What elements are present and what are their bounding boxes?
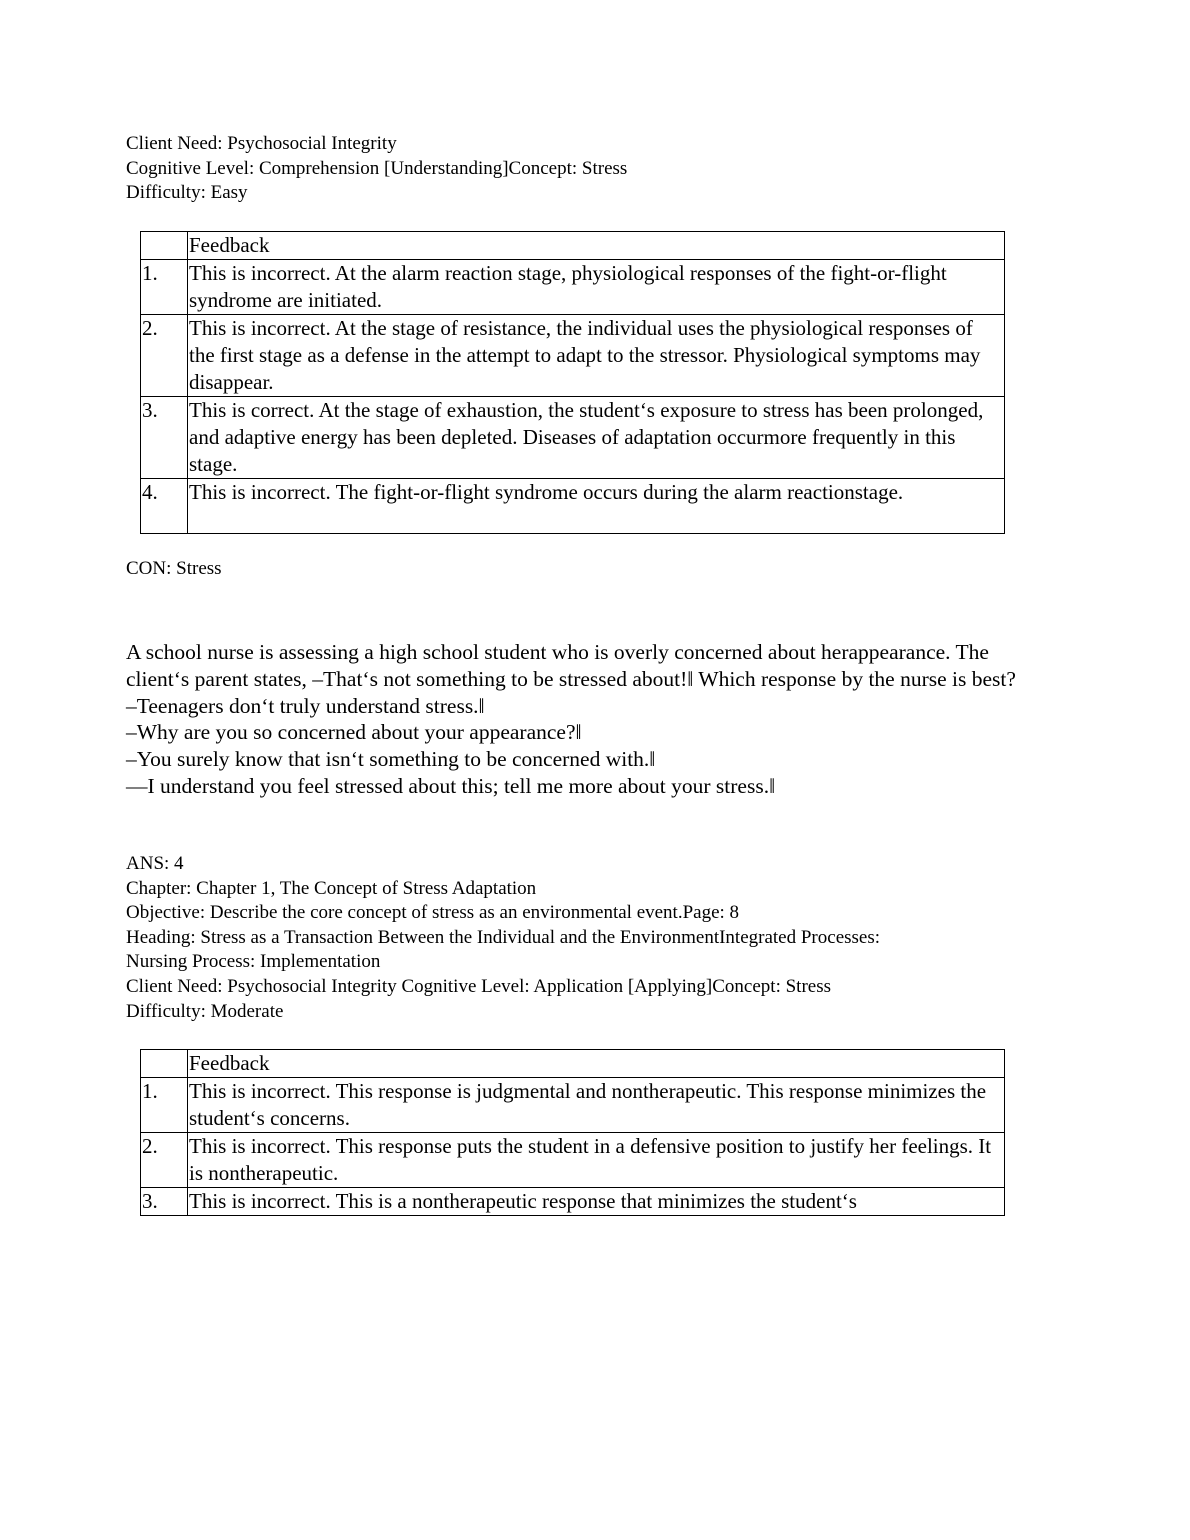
meta-line: Difficulty: Moderate — [126, 1000, 284, 1022]
question-stem: A school nurse is assessing a high school student who is overly concerned about herappearance. The client‘s parent states, ‒That‘s not something to be stressed about!‖ Which response by the nurse is best? — [126, 640, 1016, 691]
answer-option: ‒You surely know that isn‘t something to be concerned with.‖ — [126, 747, 656, 772]
table-row: 2. This is incorrect. At the stage of resistance, the individual uses the physiological responses of the first stage as a defense in the attempt to adapt to the stressor. Physiological symptoms may disappear. — [141, 315, 1005, 397]
table-row: 3. This is correct. At the stage of exhaustion, the student‘s exposure to stress has been prolonged, and adaptive energy has been depleted. Diseases of adaptation occurmore frequently in this stage. — [141, 397, 1005, 479]
table-header-row — [141, 232, 1005, 260]
table-row: 4. This is incorrect. The fight-or-flight syndrome occurs during the alarm reactionstage. — [141, 479, 1005, 534]
meta-line: ANS: 4 — [126, 853, 184, 874]
answer-meta — [126, 852, 880, 1024]
table-header: Feedback — [188, 1050, 1005, 1078]
table-row: 1. This is incorrect. This response is judgmental and nontherapeutic. This response minimizes the student‘s concerns. — [141, 1078, 1005, 1133]
meta-line: Chapter: Chapter 1, The Concept of Stress Adaptation — [126, 877, 537, 899]
feedback-table-1 — [140, 231, 1005, 534]
answer-option: ―I understand you feel stressed about this; tell me more about your stress.‖ — [126, 773, 776, 798]
meta-line: Cognitive Level: Comprehension [Understanding]Concept: Stress — [126, 157, 628, 179]
table-row: 3. This is incorrect. This is a nontherapeutic response that minimizes the student‘s — [141, 1188, 1005, 1216]
header-meta — [126, 132, 627, 206]
answer-option: ‒Teenagers don‘t truly understand stress.‖ — [126, 693, 485, 718]
meta-line: Client Need: Psychosocial Integrity Cognitive Level: Application [Applying]Concept: Stress — [126, 975, 831, 997]
meta-line: Difficulty: Easy — [126, 182, 248, 204]
meta-line: Heading: Stress as a Transaction Between the Individual and the EnvironmentIntegrated Processes: — [126, 926, 881, 948]
feedback-table-2 — [140, 1049, 1005, 1216]
table-header-row — [141, 1050, 1005, 1078]
table-header: Feedback — [188, 232, 1005, 260]
meta-line: Objective: Describe the core concept of stress as an environmental event.Page: 8 — [126, 902, 740, 924]
table-row: 1. This is incorrect. At the alarm reaction stage, physiological responses of the fight-or-flight syndrome are initiated. — [141, 260, 1005, 315]
question — [126, 639, 1026, 800]
table-row: 2. This is incorrect. This response puts the student in a defensive position to justify her feelings. It is nontherapeutic. — [141, 1133, 1005, 1188]
answer-option: ‒Why are you so concerned about your appearance?‖ — [126, 720, 582, 745]
con-label: CON: Stress — [126, 558, 222, 579]
meta-line: Nursing Process: Implementation — [126, 951, 381, 973]
meta-line: Client Need: Psychosocial Integrity — [126, 133, 397, 154]
